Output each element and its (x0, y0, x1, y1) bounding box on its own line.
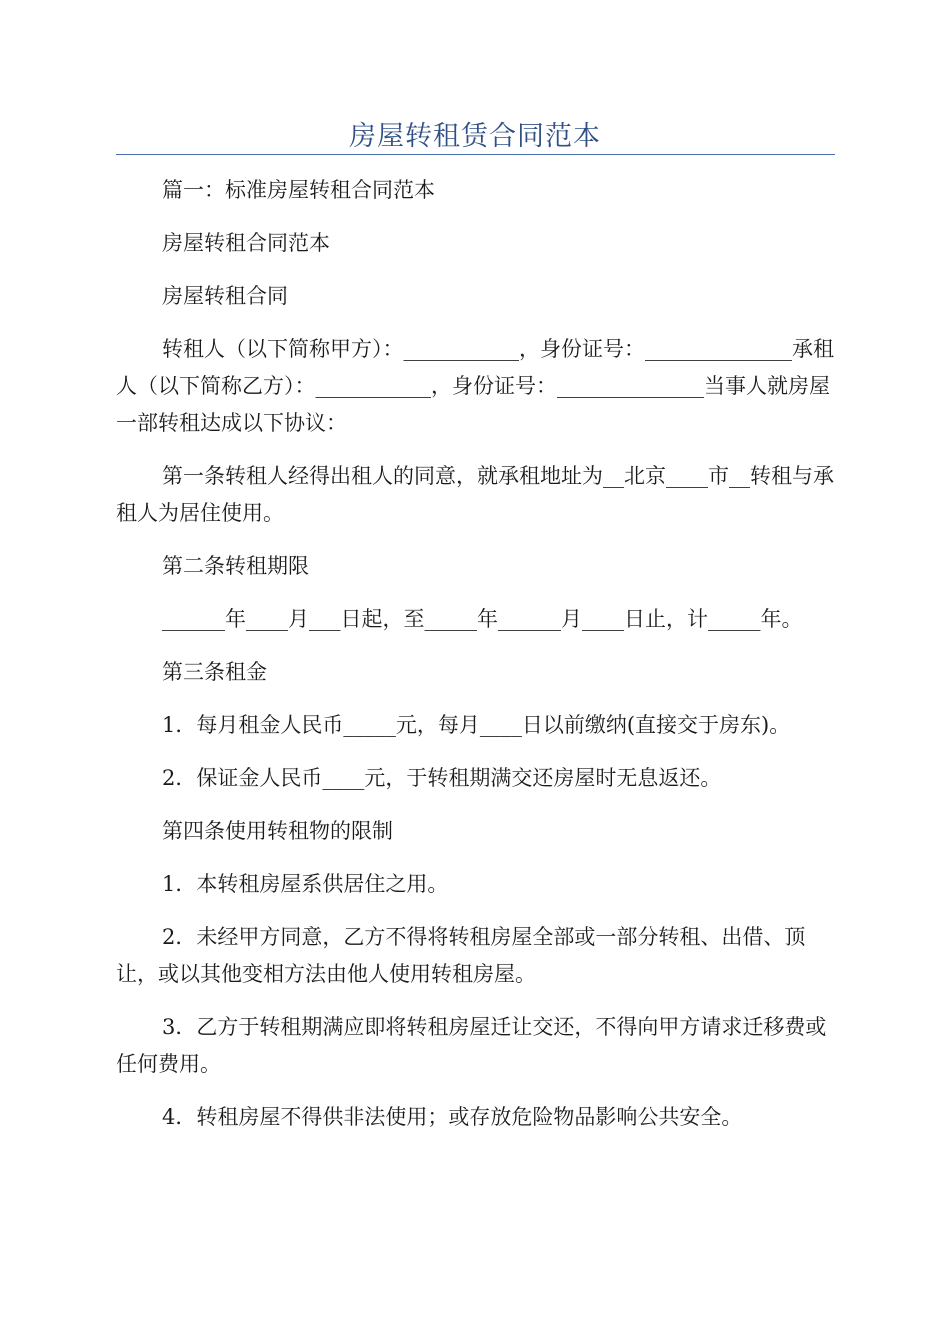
title-underline (116, 154, 835, 155)
paragraph-article-4-item-4: 4．转租房屋不得供非法使用；或存放危险物品影响公共安全。 (162, 1105, 743, 1129)
paragraph-contract-subtitle: 房屋转租合同 (162, 284, 288, 308)
paragraph-contract-name: 房屋转租合同范本 (162, 231, 330, 255)
paragraph-article-4-item-1: 1．本转租房屋系供居住之用。 (162, 872, 449, 896)
paragraph-section-heading: 篇一：标准房屋转租合同范本 (162, 178, 435, 202)
paragraph-article-4-heading: 第四条使用转租物的限制 (162, 819, 393, 843)
paragraph-article-4-item-2: 2．未经甲方同意，乙方不得将转租房屋全部或一部分转租、出借、顶让，或以其他变相方法由他人使用转租房屋。 (116, 925, 806, 986)
document-title: 房屋转租赁合同范本 (349, 121, 601, 152)
paragraph-article-3-item-1: 1．每月租金人民币_____元，每月____日以前缴纳(直接交于房东)。 (162, 713, 791, 737)
paragraph-article-1: 第一条转租人经得出租人的同意，就承租地址为__北京____市__转租与承租人为居住使用。 (116, 464, 834, 525)
paragraph-parties: 转租人（以下简称甲方）：___________，身份证号：______________承租人（以下简称乙方）：___________，身份证号：______________当事人就房屋一部转租达成以下协议： (116, 337, 834, 435)
paragraph-article-2-heading: 第二条转租期限 (162, 554, 309, 578)
paragraph-article-2-term: ______年____月___日起，至_____年______月____日止，计_____年。 (162, 607, 803, 631)
document-body (116, 172, 835, 1152)
paragraph-article-4-item-3: 3．乙方于转租期满应即将转租房屋迁让交还，不得向甲方请求迁移费或任何费用。 (116, 1015, 827, 1076)
paragraph-article-3-heading: 第三条租金 (162, 660, 267, 684)
paragraph-article-3-item-2: 2．保证金人民币____元，于转租期满交还房屋时无息返还。 (162, 766, 722, 790)
